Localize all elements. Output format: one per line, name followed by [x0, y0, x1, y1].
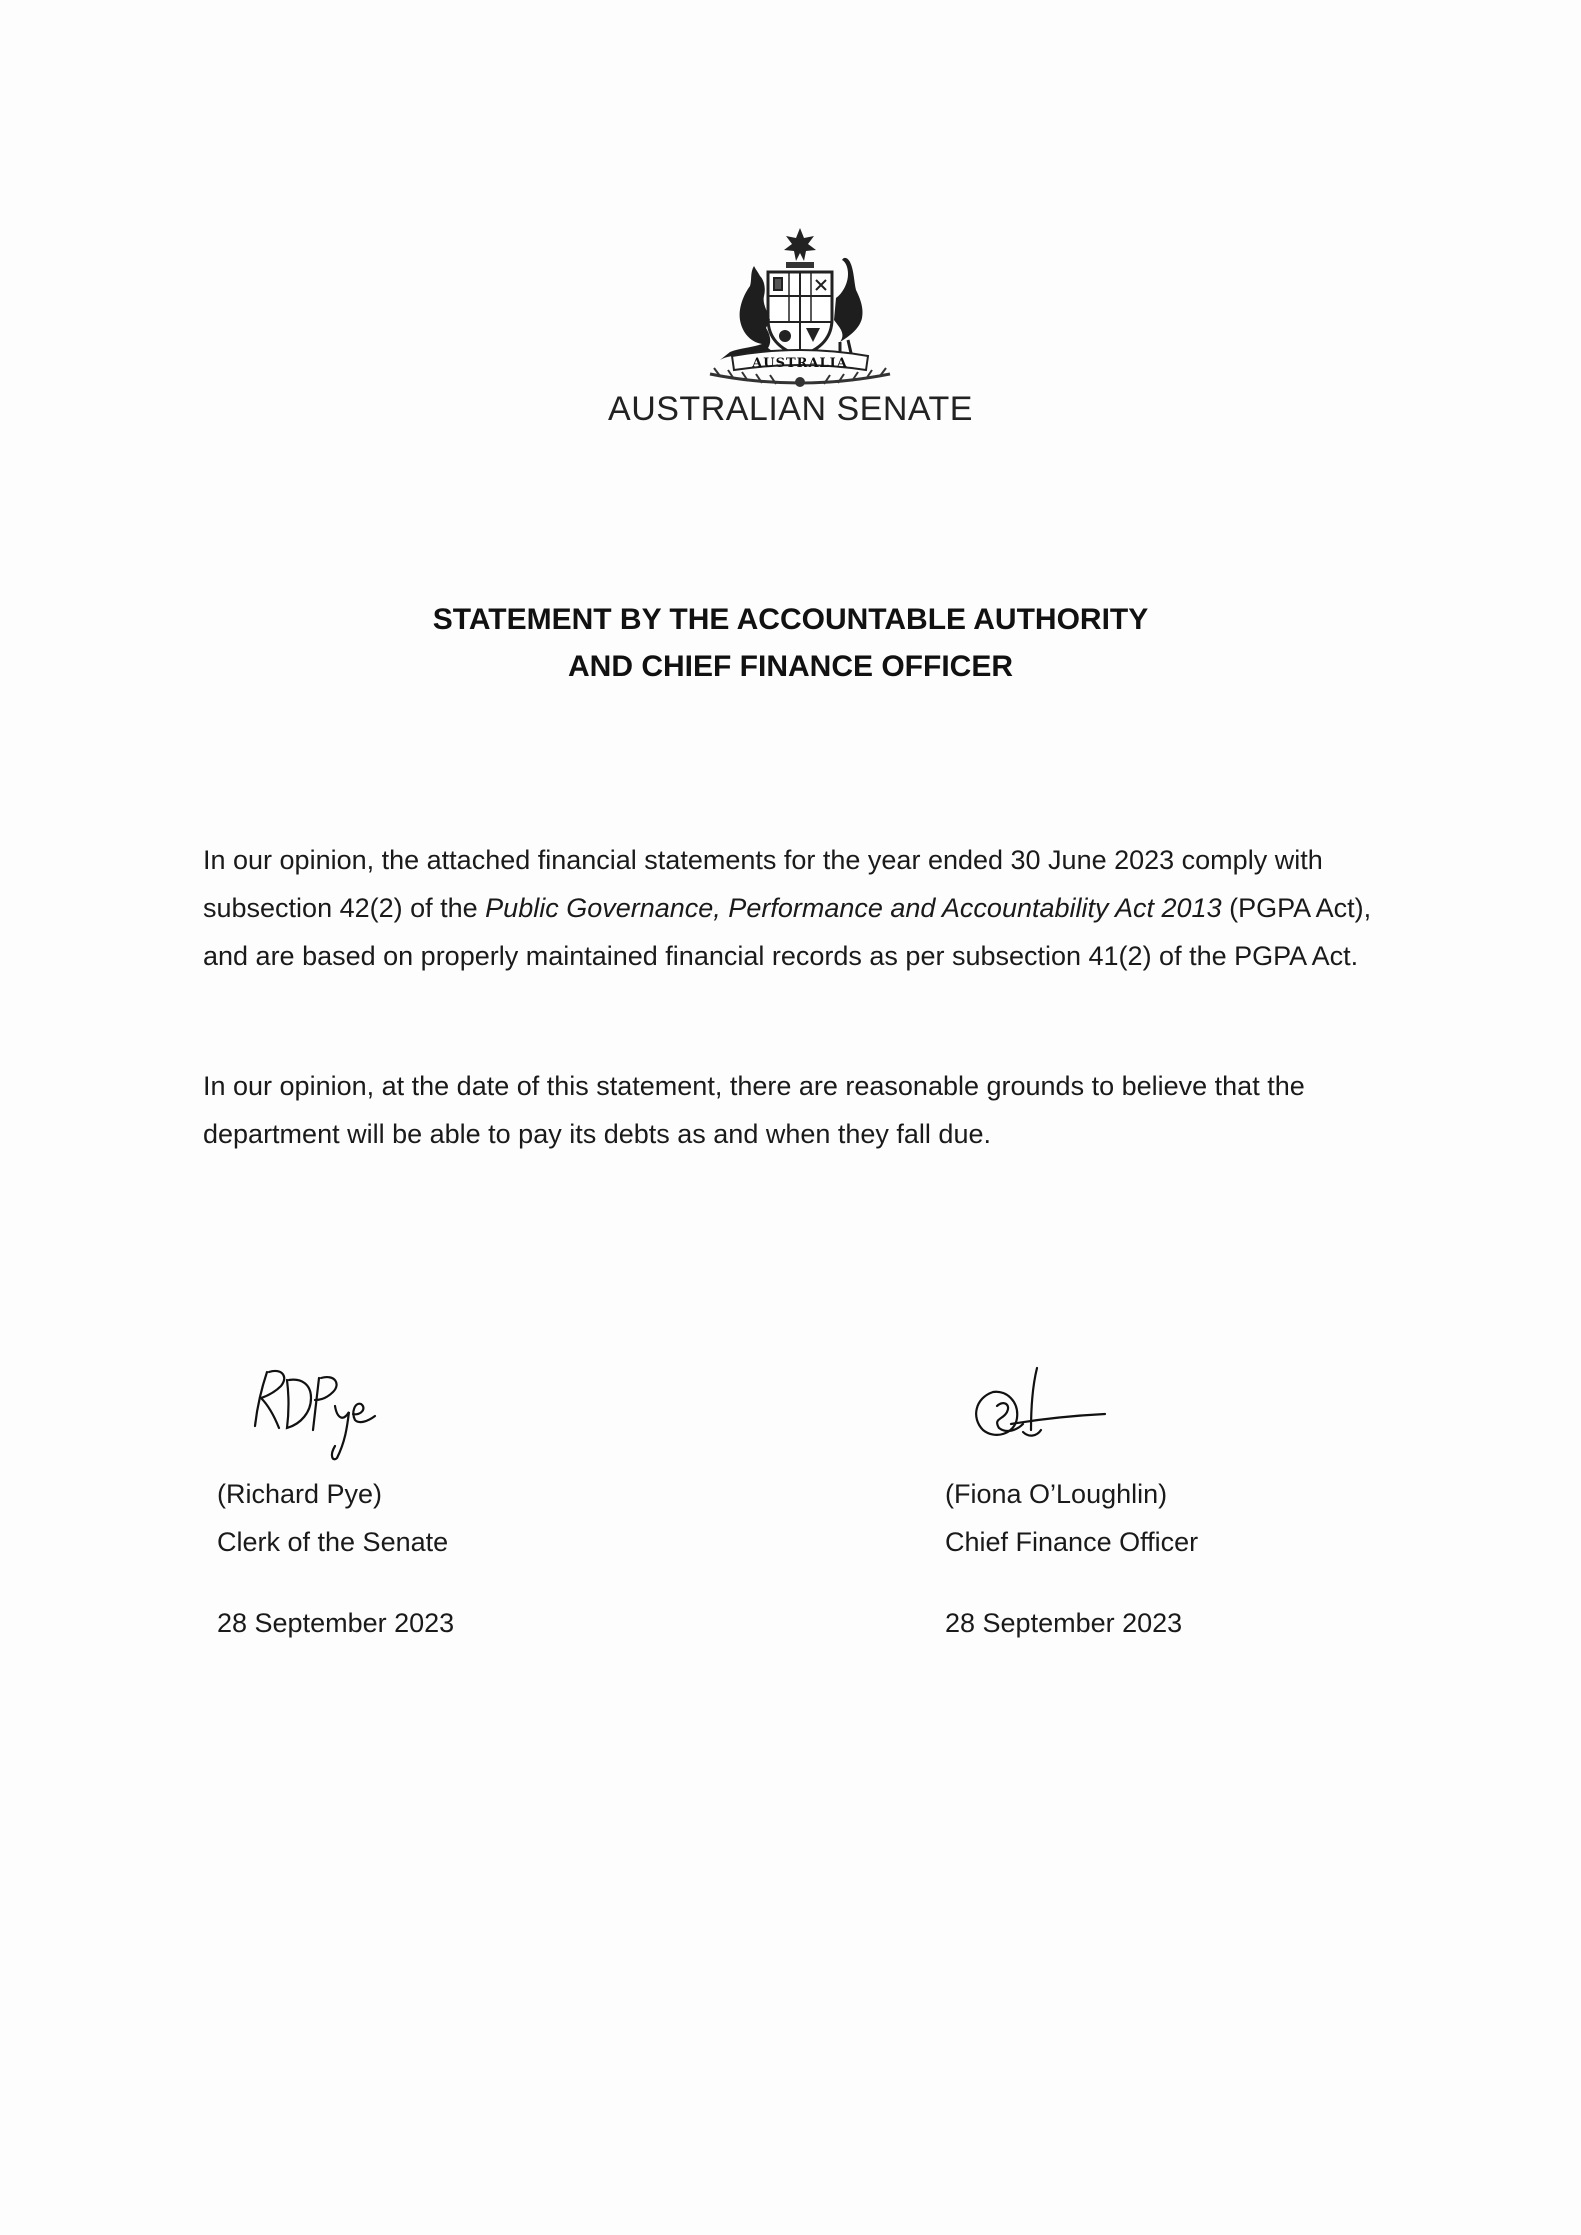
act-title: Public Governance, Performance and Accountability Act 2013	[485, 893, 1222, 923]
signatory-name: (Fiona O’Loughlin)	[945, 1479, 1168, 1509]
opinion-paragraph-compliance	[203, 836, 1383, 980]
paragraph-1-start: In our opinion, the attached financial statements for the year ended 30 June 2023 comply with subsection 42(2) of the	[203, 845, 1323, 923]
opinion-paragraph-solvency: In our opinion, at the date of this statement, there are reasonable grounds to believe that the department will be able to pay its debts as and when they fall due.	[203, 1071, 1305, 1149]
statement-heading	[0, 596, 1581, 690]
signature-date: 28 September 2023	[945, 1608, 1183, 1638]
signature-date: 28 September 2023	[217, 1608, 455, 1638]
signature-fiona-oloughlin-icon	[945, 1350, 1145, 1470]
signatory-left	[217, 1350, 697, 1647]
crest-scroll-text: AUSTRALIA	[752, 356, 848, 371]
coat-of-arms-icon	[690, 224, 910, 390]
signature-richard-pye-icon	[217, 1350, 417, 1470]
signatory-title: Chief Finance Officer	[945, 1527, 1199, 1557]
signatory-name: (Richard Pye)	[217, 1479, 383, 1509]
signatory-title: Clerk of the Senate	[217, 1527, 449, 1557]
signatory-right	[945, 1350, 1425, 1647]
heading-line-2: AND CHIEF FINANCE OFFICER	[568, 650, 1013, 683]
paragraph-1-end: (PGPA Act), and are based on properly maintained financial records as per subsection 41(2) of the PGPA Act.	[203, 893, 1372, 971]
heading-line-1: STATEMENT BY THE ACCOUNTABLE AUTHORITY	[432, 603, 1149, 636]
organisation-name: AUSTRALIAN SENATE	[608, 390, 973, 428]
